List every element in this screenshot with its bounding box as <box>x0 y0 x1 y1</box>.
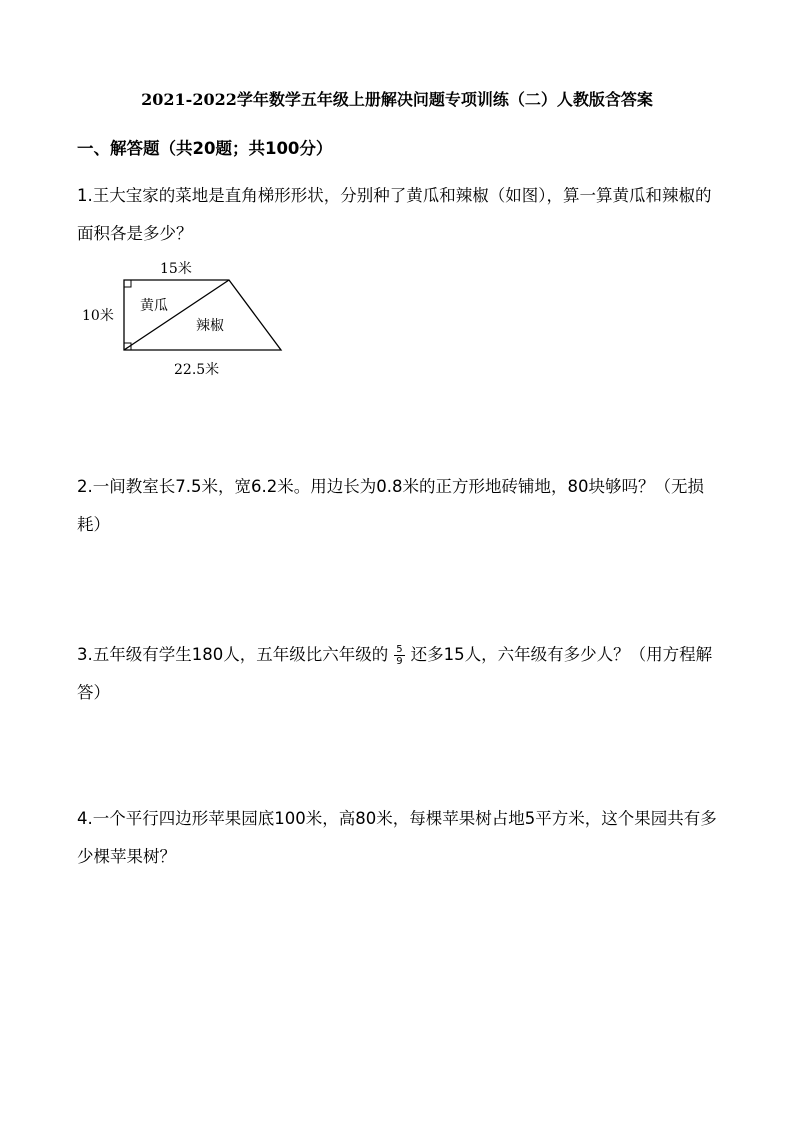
top-length-label: 15米 <box>160 261 192 277</box>
question-4: 4.一个平行四边形苹果园底100米，高80米，每棵苹果树占地5平方米，这个果园共有多少棵苹果树？ <box>77 809 717 866</box>
right-angle-mark-top <box>124 280 131 287</box>
section-heading: 一、解答题（共20题；共100分） <box>77 139 333 158</box>
fraction <box>394 644 404 667</box>
fraction-numerator: 5 <box>396 644 403 655</box>
question-3-text-before: 3.五年级有学生180人，五年级比六年级的 <box>77 645 389 664</box>
fraction-denominator: 9 <box>396 656 403 667</box>
trapezoid-outline <box>124 280 281 350</box>
question-1: 1.王大宝家的菜地是直角梯形形状，分别种了黄瓜和辣椒（如图），算一算黄瓜和辣椒的面积各是多少？ <box>77 186 712 243</box>
trapezoid-diagram <box>76 258 296 383</box>
pepper-region-label: 辣椒 <box>196 318 224 334</box>
bottom-length-label: 22.5米 <box>174 362 220 378</box>
question-3-text-after: 还多15人，六年级有多少人？（用方程解答） <box>77 645 713 702</box>
diagonal-divider <box>124 280 229 350</box>
cucumber-region-label: 黄瓜 <box>140 298 168 314</box>
question-2: 2.一间教室长7.5米，宽6.2米。用边长为0.8米的正方形地砖铺地，80块够吗？（无损耗） <box>77 477 704 534</box>
left-height-label: 10米 <box>82 308 114 324</box>
page-title: 2021-2022学年数学五年级上册解决问题专项训练（二）人教版含答案 <box>141 90 653 109</box>
question-3 <box>77 636 727 712</box>
